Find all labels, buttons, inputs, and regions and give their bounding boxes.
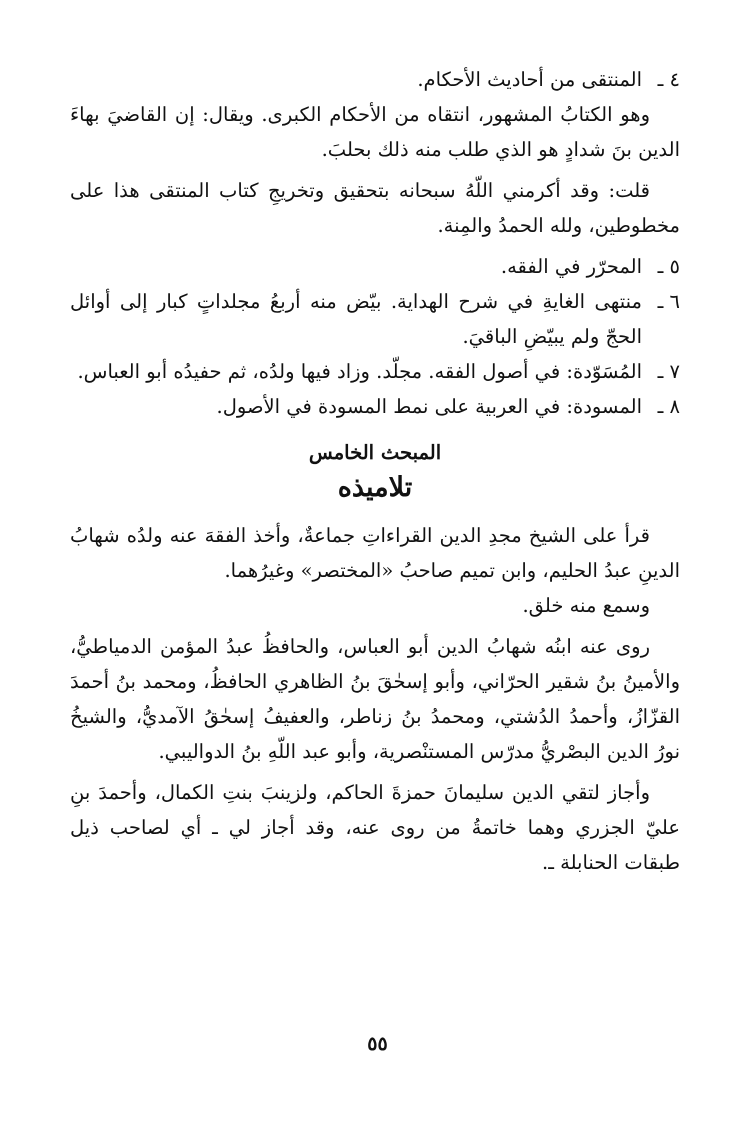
item-number: ٤ ـ	[657, 68, 680, 91]
paragraph: وأجاز لتقي الدين سليمانَ حمزةَ الحاكم، ولزينبَ بنتِ الكمال، وأحمدَ بنِ عليّ الجزري وهما خاتمةُ من روى عنه، وقد أجاز لي ـ أي لصاحب ذيل طبقات الحنابلة ـ.	[70, 781, 680, 874]
paragraph: قرأ على الشيخ مجدِ الدين القراءاتِ جماعةٌ، وأخذ الفقهَ عنه ولدُه شهابُ الدينِ عبدُ الحليم، وابن تميم صاحبُ «المختصر» وغيرُهما.	[70, 524, 680, 582]
item-number: ٨ ـ	[657, 395, 680, 418]
list-item-7	[70, 354, 680, 389]
paragraph: وهو الكتابُ المشهور، انتقاه من الأحكام الكبرى. ويقال: إن القاضيَ بهاءَ الدين بنَ شدادٍ هو الذي طلب منه ذلك بحلبَ.	[70, 103, 680, 161]
section-title: تلاميذه	[337, 472, 413, 503]
item-number: ٦ ـ	[657, 290, 680, 313]
item-text: المنتقى من أحاديث الأحكام.	[417, 68, 642, 91]
page-number: ٥٥	[367, 1033, 388, 1055]
section-heading: المبحث الخامس	[308, 441, 442, 464]
item-text: منتهى الغايةِ في شرح الهداية. بيّض منه أربعُ مجلداتٍ كبار إلى أوائل الحجّ ولم يبيّضِ الباقيَ.	[70, 290, 642, 348]
paragraph: قلت: وقد أكرمني اللّهُ سبحانه بتحقيق وتخريجِ كتاب المنتقى هذا على مخطوطين، ولله الحمدُ والمِنة.	[70, 179, 680, 237]
list-item-8	[70, 389, 680, 424]
item-number: ٥ ـ	[657, 255, 680, 278]
item-text: المسودة: في العربية على نمط المسودة في الأصول.	[216, 395, 642, 418]
item-text: المحرّر في الفقه.	[500, 255, 642, 278]
item-text: المُسَوّدة: في أصول الفقه. مجلّد. وزاد فيها ولدُه، ثم حفيدُه أبو العباس.	[77, 360, 642, 383]
item-number: ٧ ـ	[657, 360, 680, 383]
paragraph: وسمع منه خلق.	[522, 594, 650, 617]
list-item-4	[70, 62, 680, 97]
list-item-6	[70, 284, 680, 354]
text-block	[70, 62, 680, 880]
list-item-5	[70, 249, 680, 284]
paragraph: روى عنه ابنُه شهابُ الدين أبو العباس، والحافظُ عبدُ المؤمن الدمياطيُّ، والأمينُ بنُ شقير الحرّاني، وأبو إسحٰقَ بنُ الظاهري الحافظُ، ومحمد بنُ أحمدَ القزّازُ، وأحمدُ الدُشتي، ومحمدُ بنُ زناطر، والعفيفُ إسحٰقُ الآمديُّ، والشيخُ نورُ الدين البصْريُّ مدرّس المستنْصرية، وأبو عبد اللّهِ بنُ الدواليبي.	[70, 635, 680, 763]
